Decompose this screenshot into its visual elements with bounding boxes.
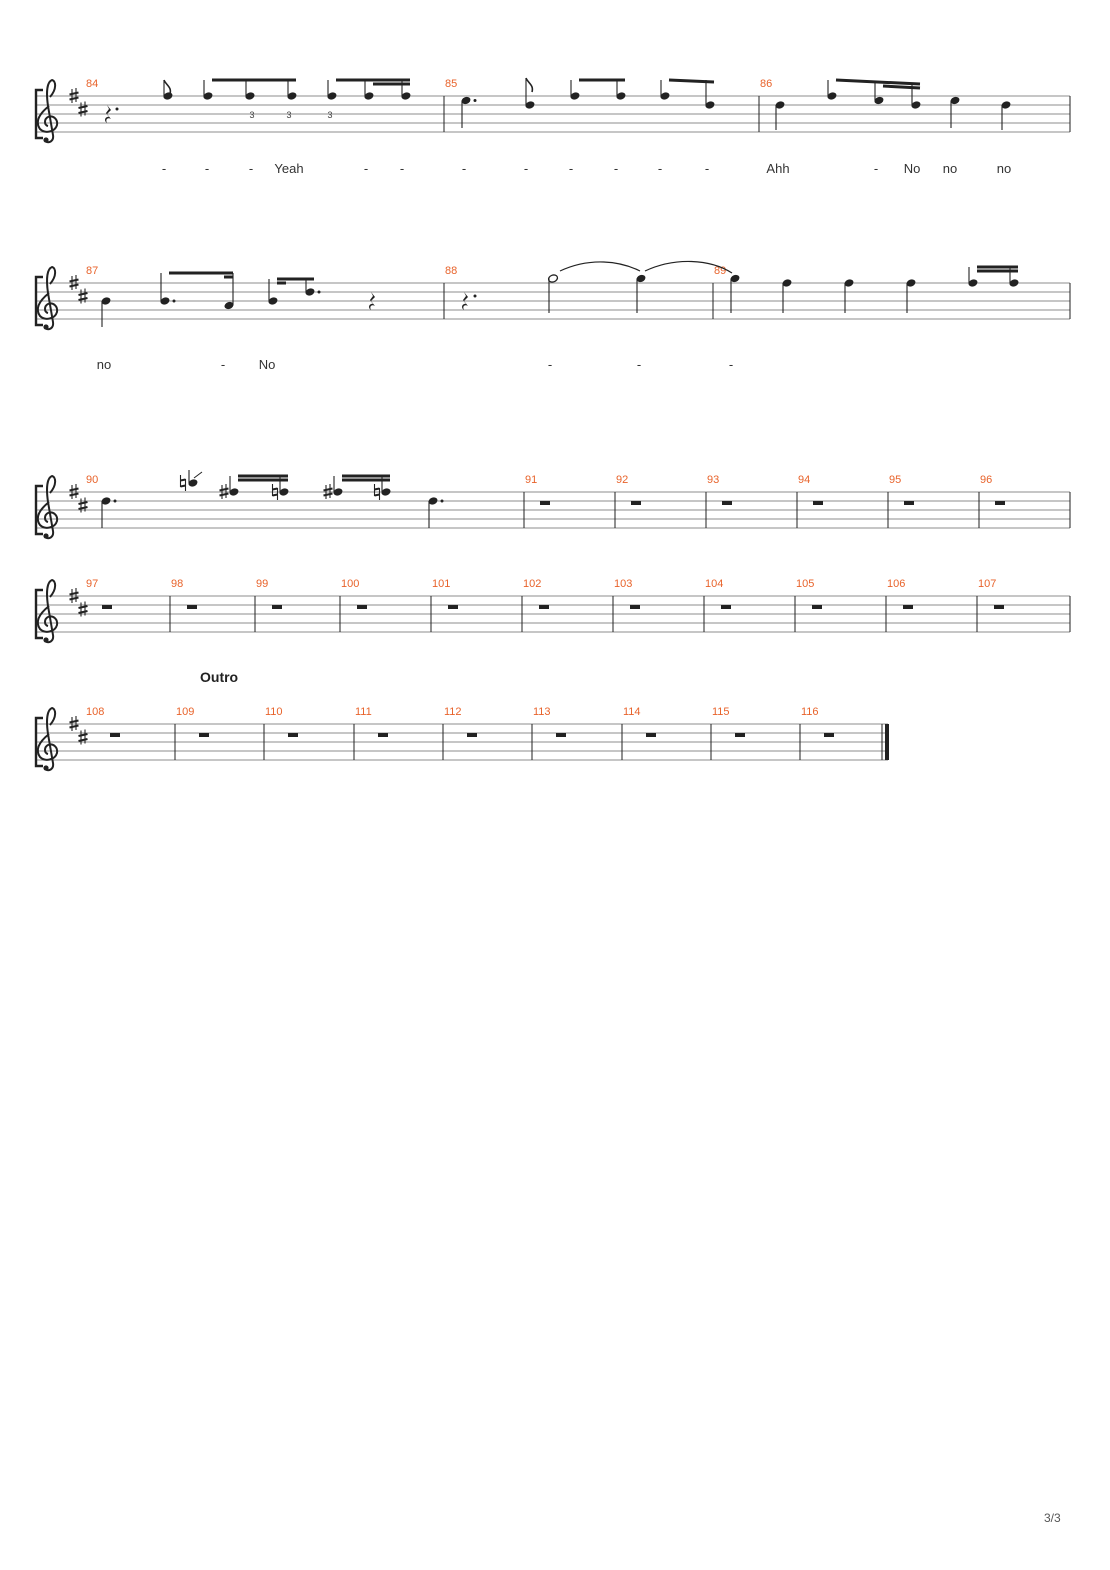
lyric: - (657, 161, 663, 176)
lyric: no (942, 161, 958, 176)
measure-number: 115 (712, 706, 730, 718)
whole-rest-icon (357, 605, 367, 609)
lyric: no (96, 357, 112, 372)
staff-system (36, 578, 1070, 643)
measure-number: 108 (86, 706, 105, 718)
dot (441, 500, 444, 503)
key-sharp-f (70, 716, 79, 731)
lyric: - (704, 161, 710, 176)
whole-rest-icon (994, 605, 1004, 609)
measure-number: 95 (889, 474, 902, 486)
whole-rest-icon (467, 733, 477, 737)
measure-number: 86 (760, 78, 773, 90)
staff-system (36, 261, 1070, 372)
key-sharp-f (70, 588, 79, 603)
whole-rest-icon (722, 501, 732, 505)
measure-number: 105 (796, 578, 815, 590)
final-barline-thick (885, 724, 889, 760)
measure-number: 104 (705, 578, 724, 590)
whole-rest-icon (378, 733, 388, 737)
measure-number: 103 (614, 578, 633, 590)
measure-number: 97 (86, 578, 99, 590)
natural-icon (181, 475, 186, 491)
measure-number: 94 (798, 474, 811, 486)
beam (836, 80, 920, 84)
measure-number: 112 (444, 706, 462, 718)
dot (318, 291, 321, 294)
measure-number: 111 (355, 706, 372, 718)
measure-number: 116 (801, 706, 819, 718)
section-label: Outro (200, 669, 239, 685)
tuplet-number: 3 (327, 110, 333, 120)
whole-rest-icon (539, 605, 549, 609)
measure-number: 101 (432, 578, 451, 590)
tie (560, 262, 640, 271)
measure-number: 109 (176, 706, 195, 718)
whole-rest-icon (448, 605, 458, 609)
tuplet-number: 3 (249, 110, 255, 120)
measure-number: 90 (86, 474, 99, 486)
whole-rest-icon (646, 733, 656, 737)
dot (474, 99, 477, 102)
key-sharp-f (70, 484, 79, 499)
whole-rest-icon (995, 501, 1005, 505)
dot (114, 500, 117, 503)
dot (116, 108, 119, 111)
measure-number: 98 (171, 578, 184, 590)
measure-number: 93 (707, 474, 720, 486)
sharp-icon (220, 484, 229, 499)
beam (669, 80, 714, 82)
measure-number: 99 (256, 578, 269, 590)
key-sharp-f (70, 88, 79, 103)
lyric: - (613, 161, 619, 176)
whole-rest-icon (199, 733, 209, 737)
staff-system (36, 78, 1070, 176)
measure-number: 113 (533, 706, 551, 718)
lyric: Yeah (274, 161, 304, 176)
whole-rest-icon (187, 605, 197, 609)
whole-rest-icon (102, 605, 112, 609)
lyric: - (399, 161, 405, 176)
whole-rest-icon (630, 605, 640, 609)
measure-number: 91 (525, 474, 538, 486)
lyric: - (220, 357, 226, 372)
measure-number: 114 (623, 706, 641, 718)
lyric: - (523, 161, 529, 176)
measure-number: 106 (887, 578, 906, 590)
whole-rest-icon (110, 733, 120, 737)
staff-system (36, 669, 889, 771)
lyric: no (996, 161, 1012, 176)
lyric: - (873, 161, 879, 176)
whole-rest-icon (812, 605, 822, 609)
measure-number: 84 (86, 78, 99, 90)
lyric: No (258, 357, 276, 372)
measure-number: 89 (714, 265, 727, 277)
lyric: - (204, 161, 210, 176)
whole-rest-icon (735, 733, 745, 737)
note-flag (164, 80, 170, 94)
measure-number: 87 (86, 265, 99, 277)
page-number: 3/3 (1044, 1511, 1061, 1525)
measure-number: 92 (616, 474, 629, 486)
whole-rest-icon (904, 501, 914, 505)
grace-slash (194, 472, 202, 478)
dot (173, 300, 176, 303)
measure-number: 107 (978, 578, 997, 590)
tuplet-number: 3 (286, 110, 292, 120)
lyric: - (568, 161, 574, 176)
lyric: - (161, 161, 167, 176)
whole-rest-icon (556, 733, 566, 737)
lyric: No (903, 161, 921, 176)
lyric: - (363, 161, 369, 176)
lyric: - (728, 357, 734, 372)
measure-number: 88 (445, 265, 458, 277)
whole-rest-icon (903, 605, 913, 609)
whole-rest-icon (540, 501, 550, 505)
note-flag (526, 78, 532, 92)
lyric: - (461, 161, 467, 176)
beam (883, 86, 920, 88)
lyric: - (636, 357, 642, 372)
sharp-icon (324, 484, 333, 499)
lyric: - (547, 357, 553, 372)
whole-rest-icon (288, 733, 298, 737)
measure-number: 100 (341, 578, 360, 590)
measure-number: 110 (265, 706, 283, 718)
whole-rest-icon (272, 605, 282, 609)
lyric: - (248, 161, 254, 176)
whole-rest-icon (813, 501, 823, 505)
measure-number: 85 (445, 78, 458, 90)
whole-rest-icon (824, 733, 834, 737)
dot (474, 295, 477, 298)
measure-number: 102 (523, 578, 542, 590)
lyric: Ahh (766, 161, 790, 176)
whole-rest-icon (631, 501, 641, 505)
key-sharp-f (70, 275, 79, 290)
staff-system (36, 470, 1070, 539)
whole-rest-icon (721, 605, 731, 609)
measure-number: 96 (980, 474, 993, 486)
